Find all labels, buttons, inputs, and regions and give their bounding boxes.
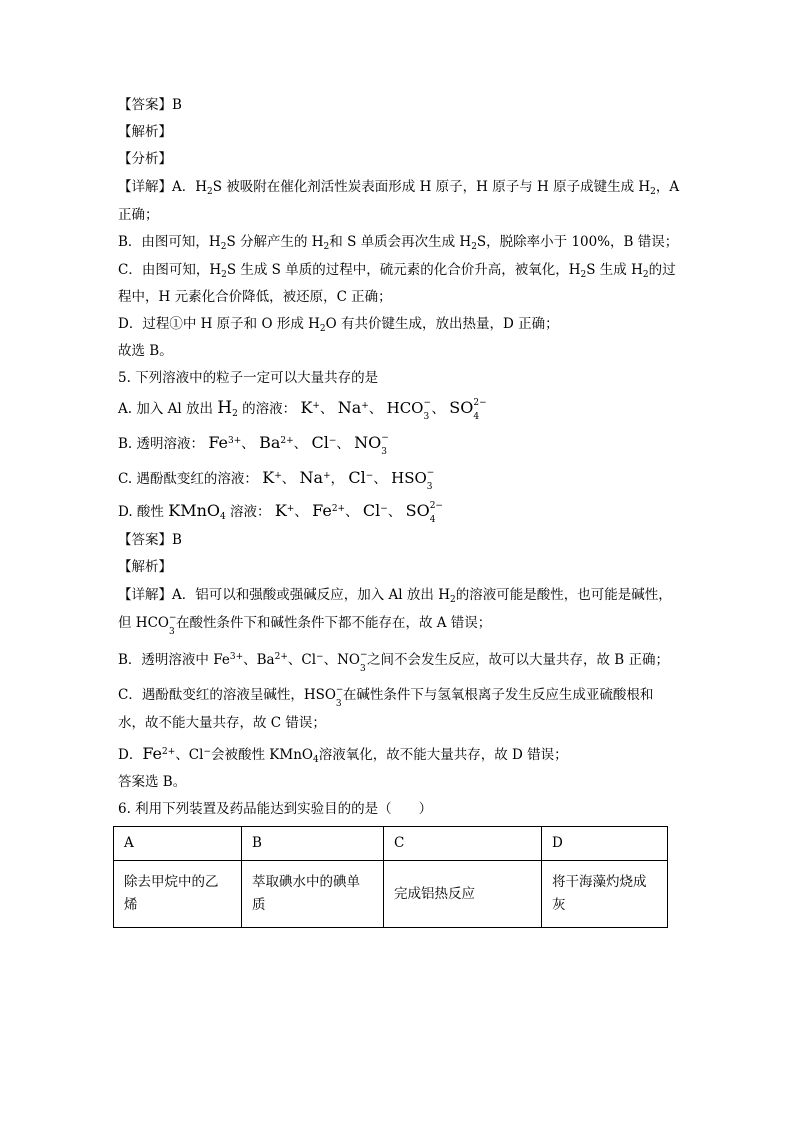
table-cell: 完成铝热反应 [384,861,542,928]
conclusion-q4: 故选 B。 [118,343,173,359]
table-header-row [114,827,668,861]
answer-line-q5: 【答案】B [118,532,182,548]
answer-line-q4 [118,95,182,115]
header-cell: D [542,827,668,861]
detail-q5-a-line2: 但 HCO − 3 在酸性条件下和碱性条件下都不能存在，故 A 错误； [118,613,492,637]
detail-q4-c-line2: 程中，H 元素化合价降低，被还原，C 正确； [118,289,392,305]
detail-q5-c-line2: 水，故不能大量共存，故 C 错误； [118,715,326,731]
answer-tag: 【答案】 [118,97,172,113]
analysis-heading-q4: 【解析】 [118,124,172,140]
header-cell: A [114,827,242,861]
option-5b: B. 透明溶液： $Fe^{3+}$、 $Ba^{2+}$、 Cl−、 NO − 3 [118,433,389,457]
option-5d: D. 酸性 KMnO$_4$ 溶液： K+、 $Fe^{2+}$、 Cl−、 SO 2− 4 [118,501,443,525]
table-row [114,861,668,928]
detail-q4-d: D．过程①中 H 原子和 O 形成 $H_2O$ 有共价键生成，放出热量，D 正确； [118,316,559,334]
table-cell: 将干海藻灼烧成灰 [542,861,668,928]
question-6-stem: 6. 利用下列装置及药品能达到实验目的的是（ ） [118,801,433,817]
table-cell: 萃取碘水中的碘单质 [242,861,384,928]
answer-value: B [172,97,182,113]
analysis-heading-q5: 【解析】 [118,559,172,575]
detail-q5-a-line1: 【详解】A．铝可以和强酸或强碱反应，加入 Al 放出 $H_2$的溶液可能是酸性，也可能是碱性， [118,587,672,605]
detail-q4-a-line2: 正确； [118,207,159,223]
header-cell: B [242,827,384,861]
detail-q5-c-line1: C．遇酚酞变红的溶液呈碱性，HSO − 3 在碱性条件下与氢氧根离子发生反应生成亚硫酸根和 [118,685,654,709]
fenxi-heading-q4: 【分析】 [118,151,172,167]
detail-q5-b: B．透明溶液中 $Fe^{3+}$、$Ba^{2+}$、Cl−、NO − 3 之间不会发生反应，故可以大量共存，故 B 正确； [118,650,669,674]
header-cell: C [384,827,542,861]
table-cell: 除去甲烷中的乙烯 [114,861,242,928]
detail-q4-c-line1: C．由图可知，$H_2S$ 生成 S 单质的过程中，硫元素的化合价升高，被氧化，$H_2S$ 生成 $H_2$的过 [118,262,676,280]
option-5a: A. 加入 Al 放出 $H_2$ 的溶液： K+、 Na+、 HCO − 3 、 SO 2− 4 [118,398,487,422]
options-table [113,826,668,928]
option-5c: C. 遇酚酞变红的溶液： K+、 Na+， Cl−、 HSO − 3 [118,468,435,492]
detail-q5-d: D．$Fe^{2+}$、Cl−会被酸性 KMnO$_4$溶液氧化，故不能大量共存，故 D 错误； [118,744,568,765]
question-5-stem: 5. 下列溶液中的粒子一定可以大量共存的是 [118,370,379,386]
detail-q4-a-line1: 【详解】A．$H_2S$ 被吸附在催化剂活性炭表面形成 H 原子，H 原子与 H 原子成键生成 $H_2$，A [118,179,680,197]
conclusion-q5: 答案选 B。 [118,774,187,790]
detail-q4-b: B．由图可知，$H_2S$ 分解产生的 $H_2$和 S 单质会再次生成 $H_2S$，脱除率小于 100%，B 错误； [118,234,679,252]
